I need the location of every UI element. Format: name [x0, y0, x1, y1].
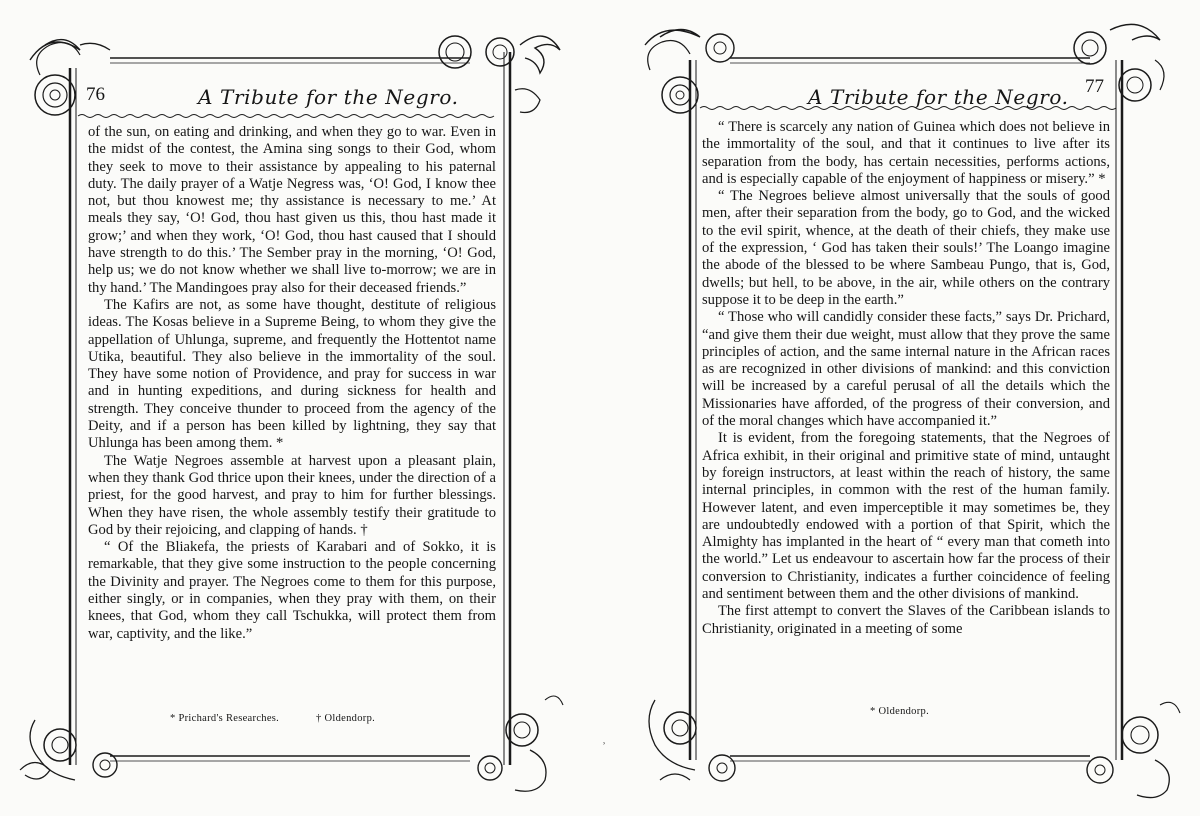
- page-header: [706, 76, 1110, 110]
- footnote: † Oldendorp.: [316, 713, 376, 724]
- footnote: * Oldendorp.: [870, 706, 930, 717]
- page-number: 76: [86, 84, 105, 105]
- body-text: [702, 119, 1110, 638]
- footnote: * Prichard's Researches.: [170, 713, 280, 724]
- paragraph: “ The Negroes believe almost universally that the souls of good men, after their separation from the body, go to God, and the wicked to the evil spirit, whence, at the death of their chiefs, they make use of the expression, ‘ God has taken their souls!’ The Loango imagine the abode of the blessed to be where Sambeau Pungo, that is, God, dwells; but hell, to be above, in the air, while others on the contrary suppose it to be deep in the earth.”: [702, 188, 1110, 308]
- paragraph: It is evident, from the foregoing statements, that the Negroes of Africa exhibit, in their original and primitive state of mind, untaught by foreign instructors, at least within the reach of history, the same internal principles, in common with the rest of the human family. However latent, and even imperceptible it may sometimes be, they are undoubtedly endowed with a portion of that Spirit, which the Almighty has implanted in the heart of “ every man that cometh into the world.” Let us endeavour to ascertain how far the process of their conversion to Christianity, indicates a further coincidence of feeling and sentiment between them and the other divisions of mankind.: [702, 430, 1110, 603]
- paragraph: The Kafirs are not, as some have thought, destitute of religious ideas. The Kosas believe in a Supreme Being, to whom they give the appellation of Uhlunga, supreme, and frequently the Hottentot name Utika, beautiful. They also believe in the immortality of the soul. They have some notion of Providence, and pray for success in war and in hunting expeditions, and during sickness for health and strength. They conceive thunder to proceed from the agency of the Deity, and if a person has been killed by lightning, they say that Uhlunga has been among them. *: [88, 296, 496, 452]
- paragraph: of the sun, on eating and drinking, and when they go to war. Even in the midst of the contest, the Amina sing songs to their God, whom they seek to move to their assistance by appealing to his paternal duty. The daily prayer of a Watje Negress was, ‘O! God, I know thee not, but thou knowest me; thy assistance is necessary to me.’ At meals they say, ‘O! God, thou hast given us this, thou hast made it grow;’ and when they work, ‘O! God, thou hast caused that I should have strength to do this.’ The Sember pray in the morning, ‘O! God, help us; we do not know whether we shall live to-morrow; we are in thy hand.’ The Mandingoes pray also for their deceased friends.”: [88, 124, 496, 296]
- gutter-mark: ˒: [602, 734, 606, 748]
- right-page: [600, 0, 1200, 816]
- paragraph: The first attempt to convert the Slaves of the Caribbean islands to Christianity, originated in a meeting of some: [702, 603, 1110, 637]
- page-header: [78, 80, 496, 110]
- running-title: A Tribute for the Negro.: [198, 85, 459, 109]
- running-title: A Tribute for the Negro.: [808, 85, 1069, 109]
- footnotes: [870, 706, 963, 717]
- paragraph: “ Of the Bliakefa, the priests of Karabari and of Sokko, it is remarkable, that they give some instruction to the people concerning the Divinity and prayer. The Negroes come to them for this purpose, either singly, or in companies, when they pray with them, on their knees, that God, whom they call Tschukka, will protect them from war, captivity, and the like.”: [88, 539, 496, 642]
- page-number: 77: [1085, 76, 1104, 97]
- paragraph: “ Those who will candidly consider these facts,” says Dr. Prichard, “and give them their due weight, must allow that they prove the same principles of action, and the same internal nature in the African races as are recognized in other divisions of mankind: and this conviction will be increased by a careful perusal of all the details which the Missionaries have afforded, of the progress of their conversion, and of the moral changes which have accompanied it.”: [702, 309, 1110, 430]
- footnotes: [170, 713, 409, 724]
- body-text: [88, 124, 496, 643]
- paragraph: “ There is scarcely any nation of Guinea which does not believe in the immortality of the soul, and that it continues to live after its separation from the body, has certain necessities, performs actions, and is especially capable of the enjoyment of happiness or misery.” *: [702, 119, 1110, 187]
- paragraph: The Watje Negroes assemble at harvest upon a pleasant plain, when they thank God thrice upon their knees, under the direction of a priest, for the good harvest, and pray to him for further blessings. When they have risen, the whole assembly testify their gratitude to God by their rejoicing, and clapping of hands. †: [88, 452, 496, 538]
